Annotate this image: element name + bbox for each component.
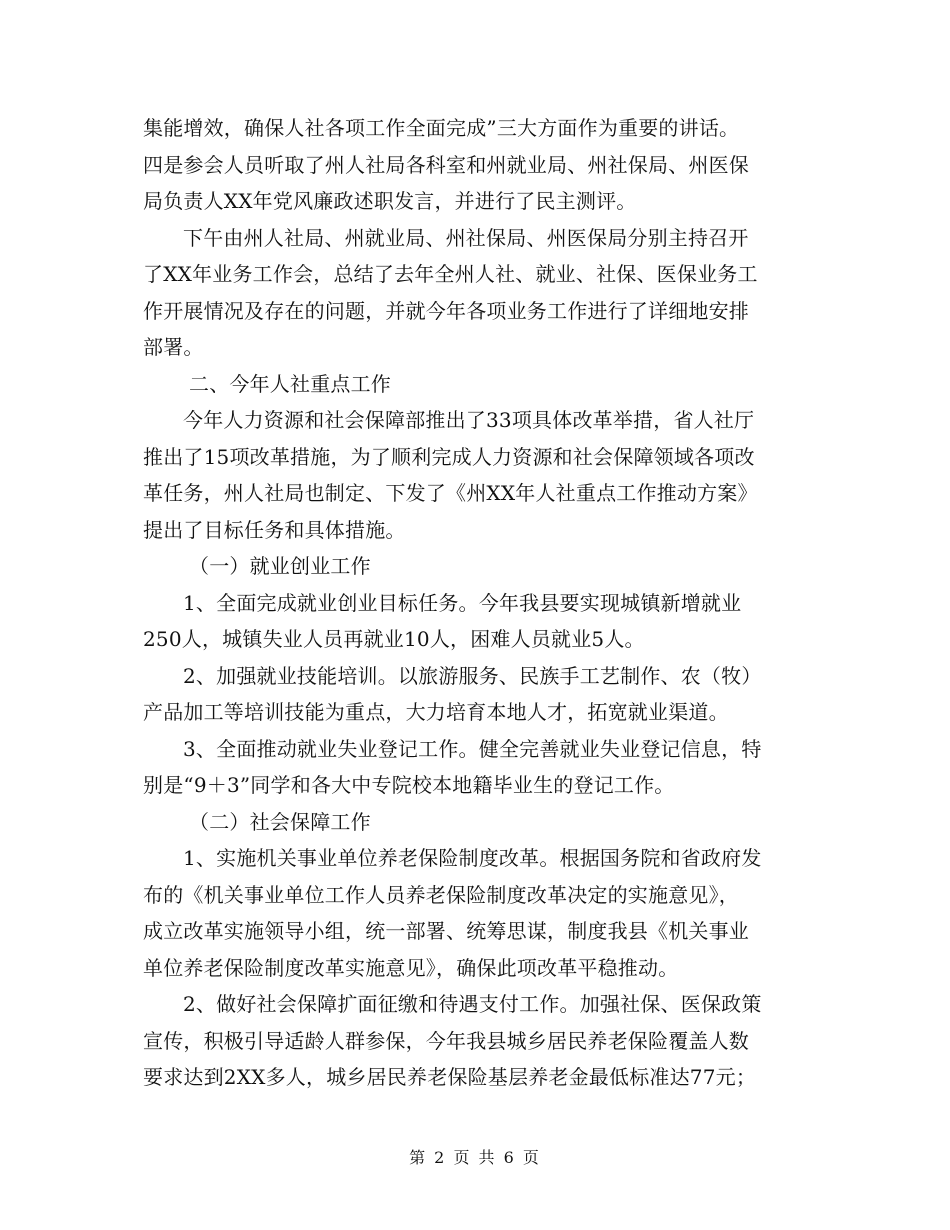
text-line: 局负责人XX年党风廉政述职发言，并进行了民主测评。 xyxy=(143,189,637,213)
text-line: 提出了目标任务和具体措施。 xyxy=(143,517,406,542)
section-heading: 二、今年人社重点工作 xyxy=(189,371,391,396)
text-line: 革任务，州人社局也制定、下发了《州XX年人社重点工作推动方案》 xyxy=(143,481,758,505)
text-line: 了XX年业务工作会，总结了去年全州人社、就业、社保、医保业务工 xyxy=(143,262,758,286)
text-line: 250人，城镇失业人员再就业10人，困难人员就业5人。 xyxy=(143,627,645,651)
text-line: 单位养老保险制度改革实施意见》，确保此项改革平稳推动。 xyxy=(143,955,679,980)
text-line: 3、全面推动就业失业登记工作。健全完善就业失业登记信息，特 xyxy=(183,736,762,761)
text-line: 别是“9＋3”同学和各大中专院校本地籍毕业生的登记工作。 xyxy=(143,773,675,797)
text-line: 集能增效，确保人社各项工作全面完成”三大方面作为重要的讲话。 xyxy=(143,116,740,140)
text-line: 作开展情况及存在的问题，并就今年各项业务工作进行了详细地安排 xyxy=(143,298,749,323)
text-line: 成立改革实施领导小组，统一部署、统筹思谋，制度我县《机关事业 xyxy=(143,919,749,943)
text-line: 要求达到2XX多人，城乡居民养老保险基层养老金最低标准达77元； xyxy=(143,1065,757,1089)
text-line: 部署。 xyxy=(143,335,204,359)
text-line: 今年人力资源和社会保障部推出了33项具体改革举措，省人社厅 xyxy=(183,408,755,432)
text-line: 2、做好社会保障扩面征缴和待遇支付工作。加强社保、医保政策 xyxy=(183,992,762,1016)
text-line: 宣传，积极引导适龄人群参保，今年我县城乡居民养老保险覆盖人数 xyxy=(143,1028,749,1053)
body-text xyxy=(143,110,809,1096)
text-line: 四是参会人员听取了州人社局各科室和州就业局、州社保局、州医保 xyxy=(143,152,749,177)
subsection-heading: （一）就业创业工作 xyxy=(189,554,371,578)
text-line: 1、全面完成就业创业目标任务。今年我县要实现城镇新增就业 xyxy=(183,590,742,615)
text-line: 2、加强就业技能培训。以旅游服务、民族手工艺制作、农（牧） xyxy=(183,663,762,688)
text-line: 布的《机关事业单位工作人员养老保险制度改革决定的实施意见》， xyxy=(143,882,739,907)
text-line: 产品加工等培训技能为重点，大力培育本地人才，拓宽就业渠道。 xyxy=(143,700,729,724)
text-line: 下午由州人社局、州就业局、州社保局、州医保局分别主持召开 xyxy=(183,225,749,250)
page-number-footer: 第 2 页 共 6 页 xyxy=(409,1148,541,1167)
subsection-heading: （二）社会保障工作 xyxy=(189,809,371,834)
text-line: 推出了15项改革措施，为了顺利完成人力资源和社会保障领域各项改 xyxy=(143,444,755,469)
text-line: 1、实施机关事业单位养老保险制度改革。根据国务院和省政府发 xyxy=(183,846,762,870)
